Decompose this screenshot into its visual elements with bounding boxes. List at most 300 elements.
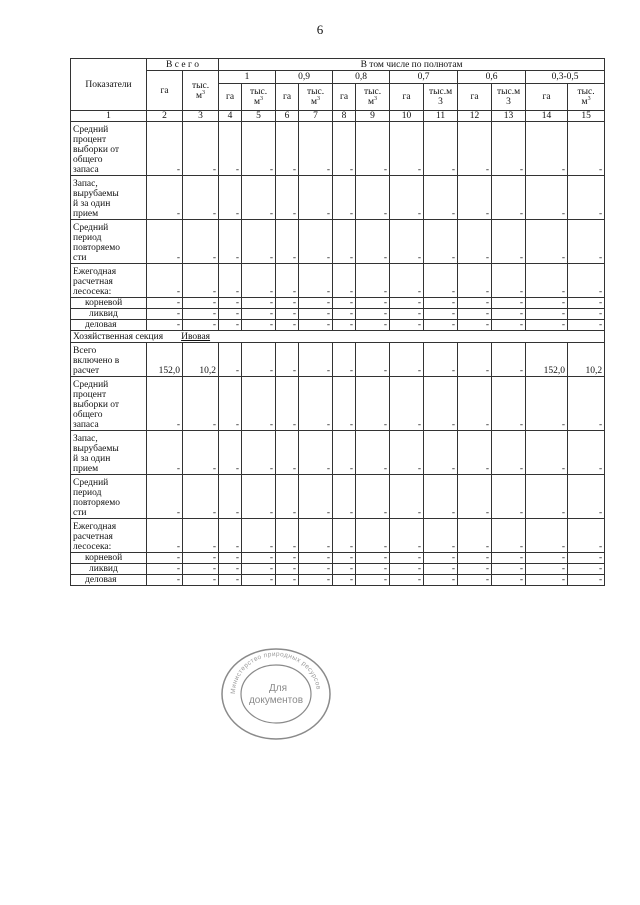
row-label-line: прием — [73, 209, 99, 219]
table-cell: - — [568, 298, 605, 309]
table-cell: - — [526, 377, 568, 431]
unit-thousand: тыс. — [577, 87, 595, 97]
table-cell: - — [299, 564, 333, 575]
table-cell: - — [458, 298, 492, 309]
table-cell: - — [458, 377, 492, 431]
row-label-line: деловая — [85, 320, 117, 330]
table-cell: - — [492, 377, 526, 431]
table-cell: - — [333, 575, 356, 586]
table-cell: - — [183, 475, 219, 519]
table-cell: - — [356, 343, 390, 377]
table-cell: - — [492, 220, 526, 264]
row-label-line: расчет — [73, 366, 100, 376]
table-cell: - — [219, 309, 242, 320]
header-density: 1 — [219, 71, 276, 84]
table-cell: - — [568, 264, 605, 298]
table-cell: - — [242, 298, 276, 309]
row-label-line: сти — [73, 508, 87, 518]
row-label-line: вырубаемы — [73, 189, 119, 199]
unit-thousand: тыс. — [249, 87, 268, 97]
row-label — [71, 176, 147, 220]
section-row — [71, 331, 605, 343]
row-label — [71, 377, 147, 431]
table-cell: - — [458, 553, 492, 564]
table-cell: - — [242, 553, 276, 564]
column-number: 10 — [390, 111, 424, 122]
table-cell: - — [276, 220, 299, 264]
table-cell: - — [333, 343, 356, 377]
table-row — [71, 264, 605, 298]
table-cell: - — [219, 320, 242, 331]
table-cell: - — [424, 220, 458, 264]
table-cell: - — [458, 122, 492, 176]
row-label-line: лесосека: — [73, 287, 112, 297]
table-cell: - — [356, 264, 390, 298]
table-cell: - — [390, 320, 424, 331]
table-cell: - — [299, 343, 333, 377]
unit-m: м — [254, 97, 261, 107]
header-unit — [492, 84, 526, 111]
table-cell: - — [219, 264, 242, 298]
table-cell: - — [458, 343, 492, 377]
table-cell: - — [333, 298, 356, 309]
table-cell: - — [458, 220, 492, 264]
table-cell: 152,0 — [526, 343, 568, 377]
table-cell: - — [492, 309, 526, 320]
table-cell: - — [276, 320, 299, 331]
table-cell: - — [458, 475, 492, 519]
table-row — [71, 431, 605, 475]
table-cell: - — [147, 564, 183, 575]
header-density: 0,3-0,5 — [526, 71, 605, 84]
row-label-line: выборки от — [73, 400, 120, 410]
unit-m: м — [581, 97, 588, 107]
table-row — [71, 220, 605, 264]
table-cell: - — [299, 431, 333, 475]
row-label-line: Запас, — [73, 179, 98, 189]
table-cell: - — [356, 220, 390, 264]
table-cell: - — [356, 122, 390, 176]
unit-three: 3 — [438, 97, 443, 107]
table-cell: - — [390, 343, 424, 377]
row-label-line: включено в — [73, 356, 120, 366]
row-label-line: лесосека: — [73, 542, 112, 552]
table-cell: - — [424, 176, 458, 220]
table-cell: - — [242, 122, 276, 176]
table-cell: - — [299, 475, 333, 519]
forestry-table — [70, 58, 605, 586]
table-cell: - — [147, 475, 183, 519]
row-label — [71, 519, 147, 553]
table-cell: - — [526, 431, 568, 475]
row-label-line: расчетная — [73, 532, 113, 542]
column-number: 9 — [356, 111, 390, 122]
table-cell: - — [492, 298, 526, 309]
table-cell: - — [276, 564, 299, 575]
table-cell: - — [242, 564, 276, 575]
table-cell: - — [458, 309, 492, 320]
table-cell: - — [356, 564, 390, 575]
column-number: 6 — [276, 111, 299, 122]
table-cell: - — [183, 122, 219, 176]
table-cell: - — [424, 377, 458, 431]
table-cell: - — [356, 475, 390, 519]
table-cell: - — [424, 519, 458, 553]
unit-three: 3 — [506, 97, 511, 107]
table-cell: - — [568, 519, 605, 553]
row-label-line: Средний — [73, 478, 109, 488]
column-number: 8 — [333, 111, 356, 122]
table-cell: - — [356, 320, 390, 331]
table-cell: - — [424, 564, 458, 575]
header-including: В том числе по полнотам — [219, 59, 605, 71]
header-ha: га — [526, 84, 568, 111]
row-label — [71, 122, 147, 176]
table-cell: - — [219, 377, 242, 431]
table-cell: - — [526, 575, 568, 586]
row-label-line: корневой — [85, 298, 123, 308]
table-cell: - — [219, 298, 242, 309]
row-label-line: ликвид — [89, 309, 118, 319]
table-cell: - — [333, 377, 356, 431]
table-cell: - — [333, 519, 356, 553]
table-cell: - — [219, 553, 242, 564]
table-cell: - — [242, 176, 276, 220]
table-body-bottom — [71, 343, 605, 586]
table-cell: - — [276, 122, 299, 176]
table-cell: - — [492, 431, 526, 475]
row-label-line: сти — [73, 253, 87, 263]
stamp-ring-text: Министерство природных ресурсов — [229, 650, 322, 695]
table-cell: - — [356, 553, 390, 564]
row-label-line: общего — [73, 155, 103, 165]
stamp-line1: Для — [268, 683, 288, 694]
table-cell: - — [568, 475, 605, 519]
table-cell: - — [276, 575, 299, 586]
unit-sup: 3 — [587, 95, 591, 102]
column-number: 14 — [526, 111, 568, 122]
row-label-line: общего — [73, 410, 103, 420]
table-cell: - — [183, 176, 219, 220]
table-cell: - — [492, 264, 526, 298]
table-cell: - — [424, 264, 458, 298]
table-cell: - — [147, 309, 183, 320]
table-row — [71, 519, 605, 553]
row-label-line: Всего — [73, 346, 97, 356]
table-cell: - — [526, 475, 568, 519]
table-cell: - — [299, 553, 333, 564]
table-cell: - — [219, 176, 242, 220]
table-cell: - — [424, 343, 458, 377]
table-cell: - — [356, 176, 390, 220]
column-number: 4 — [219, 111, 242, 122]
row-label-line: повторяемо — [73, 498, 120, 508]
table-cell: - — [390, 298, 424, 309]
table-cell: - — [356, 309, 390, 320]
header-indicators: Показатели — [71, 59, 147, 111]
row-label-line: Ежегодная — [73, 522, 117, 532]
table-cell: - — [147, 519, 183, 553]
table-cell: - — [424, 122, 458, 176]
table-cell: - — [333, 176, 356, 220]
header-total: В с е г о — [147, 59, 219, 71]
header-unit — [568, 84, 605, 111]
table-cell: - — [299, 122, 333, 176]
table-cell: - — [568, 575, 605, 586]
table-cell: - — [390, 575, 424, 586]
table-body-top — [71, 122, 605, 331]
table-cell: - — [356, 431, 390, 475]
table-cell: - — [183, 309, 219, 320]
table-cell: - — [458, 264, 492, 298]
table-cell: - — [390, 220, 424, 264]
table-cell: - — [219, 564, 242, 575]
table-cell: - — [299, 377, 333, 431]
header-ha: га — [219, 84, 242, 111]
table-cell: - — [333, 264, 356, 298]
row-label-line: й за один — [73, 199, 111, 209]
table-row — [71, 553, 605, 564]
table-cell: - — [147, 553, 183, 564]
table-cell: - — [333, 122, 356, 176]
table-cell: - — [568, 553, 605, 564]
table-cell: 10,2 — [183, 343, 219, 377]
table-cell: - — [390, 553, 424, 564]
table-cell: - — [299, 298, 333, 309]
row-label-line: прием — [73, 464, 99, 474]
table-cell: - — [333, 553, 356, 564]
header-density: 0,8 — [333, 71, 390, 84]
table-cell: - — [333, 309, 356, 320]
table-cell: - — [183, 220, 219, 264]
table-cell: - — [356, 377, 390, 431]
table-cell: - — [242, 264, 276, 298]
row-label — [71, 475, 147, 519]
table-cell: - — [242, 343, 276, 377]
table-cell: - — [424, 298, 458, 309]
unit-sup: 3 — [374, 95, 378, 102]
column-number: 1 — [71, 111, 147, 122]
column-number: 2 — [147, 111, 183, 122]
table-cell: - — [568, 309, 605, 320]
table-cell: - — [492, 475, 526, 519]
table-cell: - — [458, 575, 492, 586]
table-cell: - — [183, 320, 219, 331]
header-ha: га — [147, 71, 183, 111]
table-cell: - — [526, 564, 568, 575]
header-ha: га — [333, 84, 356, 111]
table-cell: - — [333, 564, 356, 575]
unit-thousand-m: тыс.м — [428, 87, 453, 97]
table-cell: - — [219, 475, 242, 519]
unit-thousand: тыс. — [306, 87, 325, 97]
table-cell: - — [568, 176, 605, 220]
table-cell: - — [526, 220, 568, 264]
table-cell: - — [390, 176, 424, 220]
table-cell: - — [299, 309, 333, 320]
unit-sup: 3 — [317, 95, 321, 102]
table-cell: - — [356, 575, 390, 586]
column-number: 15 — [568, 111, 605, 122]
table-cell: - — [390, 377, 424, 431]
table-cell: - — [219, 122, 242, 176]
table-cell: - — [492, 343, 526, 377]
density-row — [71, 71, 605, 84]
table-cell: - — [183, 377, 219, 431]
header-density: 0,7 — [390, 71, 458, 84]
table-row — [71, 320, 605, 331]
table-cell: - — [390, 475, 424, 519]
row-label-line: процент — [73, 135, 107, 145]
table-cell: - — [333, 475, 356, 519]
table-cell: 152,0 — [147, 343, 183, 377]
table-cell: - — [219, 431, 242, 475]
stamp-line2: документов — [248, 695, 304, 706]
row-label — [71, 298, 147, 309]
header-ha: га — [276, 84, 299, 111]
header-unit — [356, 84, 390, 111]
row-label-line: период — [73, 233, 102, 243]
table-cell: - — [183, 431, 219, 475]
table-row — [71, 377, 605, 431]
table-cell: - — [183, 553, 219, 564]
row-label — [71, 320, 147, 331]
table-cell: - — [390, 431, 424, 475]
table-cell: - — [147, 320, 183, 331]
row-label — [71, 343, 147, 377]
table-cell: - — [424, 431, 458, 475]
row-label — [71, 564, 147, 575]
table-cell: - — [219, 220, 242, 264]
table-cell: - — [458, 431, 492, 475]
row-label-line: период — [73, 488, 102, 498]
header-density: 0,9 — [276, 71, 333, 84]
table-cell: - — [276, 264, 299, 298]
table-cell: - — [276, 553, 299, 564]
table-cell: - — [568, 431, 605, 475]
table-cell: - — [424, 475, 458, 519]
row-label-line: деловая — [85, 575, 117, 585]
table-cell: - — [219, 519, 242, 553]
table-cell: - — [276, 519, 299, 553]
table-cell: - — [492, 122, 526, 176]
row-label-line: ликвид — [89, 564, 118, 574]
table-cell: - — [492, 564, 526, 575]
table-cell: - — [356, 519, 390, 553]
table-cell: - — [242, 377, 276, 431]
row-label — [71, 264, 147, 298]
row-label-line: Ежегодная — [73, 267, 117, 277]
section-label: Хозяйственная секция — [73, 331, 164, 342]
unit-m: м — [368, 97, 375, 107]
table-cell: - — [424, 320, 458, 331]
table-row — [71, 575, 605, 586]
table-cell: - — [390, 564, 424, 575]
table-cell: - — [276, 298, 299, 309]
table-cell: - — [333, 220, 356, 264]
table-cell: - — [526, 519, 568, 553]
unit-thousand-m: тыс.м — [496, 87, 521, 97]
header-ha: га — [390, 84, 424, 111]
table-cell: - — [299, 575, 333, 586]
table-cell: - — [458, 320, 492, 331]
row-label-line: процент — [73, 390, 107, 400]
table-cell: - — [242, 519, 276, 553]
table-cell: - — [183, 564, 219, 575]
table-cell: - — [333, 431, 356, 475]
table-cell: - — [242, 220, 276, 264]
table-cell: - — [424, 575, 458, 586]
table-row — [71, 343, 605, 377]
table-cell: - — [568, 220, 605, 264]
table-cell: - — [183, 298, 219, 309]
table-cell: - — [219, 343, 242, 377]
table-cell: - — [147, 264, 183, 298]
table-cell: 10,2 — [568, 343, 605, 377]
table-cell: - — [390, 264, 424, 298]
table-cell: - — [276, 176, 299, 220]
table-cell: - — [242, 309, 276, 320]
table-cell: - — [526, 309, 568, 320]
table-cell: - — [242, 475, 276, 519]
column-number: 3 — [183, 111, 219, 122]
table-cell: - — [390, 122, 424, 176]
row-label-line: Средний — [73, 223, 109, 233]
unit-thousand: тыс. — [363, 87, 382, 97]
table-cell: - — [299, 176, 333, 220]
row-label — [71, 220, 147, 264]
table-cell: - — [424, 553, 458, 564]
table-cell: - — [242, 320, 276, 331]
table-cell: - — [526, 320, 568, 331]
table-cell: - — [526, 553, 568, 564]
row-label-line: вырубаемы — [73, 444, 119, 454]
table-cell: - — [147, 220, 183, 264]
row-label-line: запаса — [73, 420, 99, 430]
table-cell: - — [147, 431, 183, 475]
table-cell: - — [526, 176, 568, 220]
table-cell: - — [568, 320, 605, 331]
table-cell: - — [526, 298, 568, 309]
table-cell: - — [390, 309, 424, 320]
unit-sup: 3 — [260, 95, 264, 102]
table-cell: - — [526, 122, 568, 176]
column-number: 13 — [492, 111, 526, 122]
column-number: 5 — [242, 111, 276, 122]
table-cell: - — [299, 264, 333, 298]
row-label-line: выборки от — [73, 145, 120, 155]
table-cell: - — [390, 519, 424, 553]
table-cell: - — [183, 575, 219, 586]
table-cell: - — [147, 298, 183, 309]
table-cell: - — [568, 564, 605, 575]
table-cell: - — [276, 309, 299, 320]
table-cell: - — [147, 176, 183, 220]
table-cell: - — [219, 575, 242, 586]
table-cell: - — [424, 309, 458, 320]
row-label-line: Запас, — [73, 434, 98, 444]
table-cell: - — [492, 553, 526, 564]
table-row — [71, 298, 605, 309]
header-unit — [242, 84, 276, 111]
column-numbers-row — [71, 111, 605, 122]
table-cell: - — [183, 519, 219, 553]
row-label-line: Средний — [73, 380, 109, 390]
table-cell: - — [276, 475, 299, 519]
table-cell: - — [147, 377, 183, 431]
table-cell: - — [458, 176, 492, 220]
table-cell: - — [147, 575, 183, 586]
